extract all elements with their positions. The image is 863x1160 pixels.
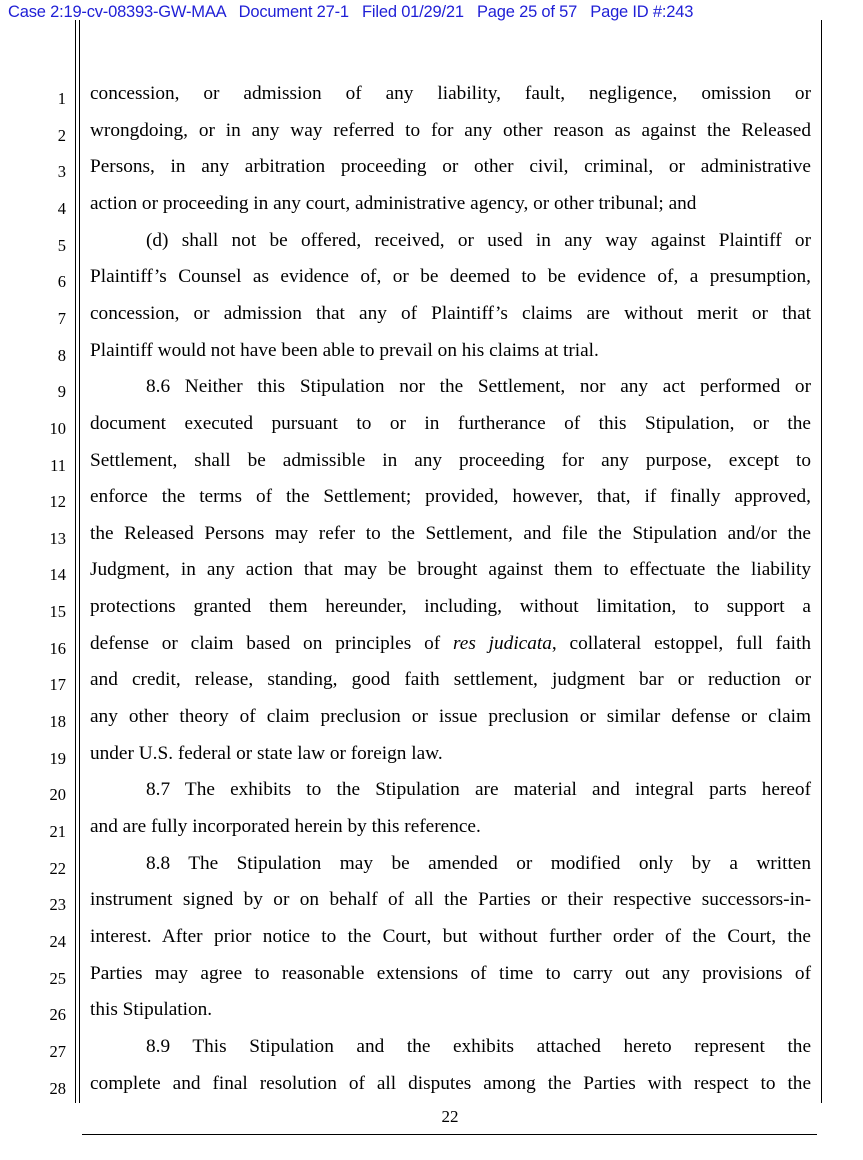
line-number: 17: [49, 675, 66, 695]
line-text: any other theory of claim preclusion or issue preclusion or similar defense or claim: [90, 706, 811, 728]
line-number: 26: [49, 1005, 66, 1025]
line-text-part: , collateral estoppel, full faith: [551, 632, 811, 654]
line-number: 21: [49, 822, 66, 841]
line-number: 3: [57, 162, 66, 182]
pleading-line: [0, 889, 863, 926]
line-text: under U.S. federal or state law or foreign law.: [90, 742, 443, 764]
line-text: enforce the terms of the Settlement; provided, however, that, if finally approved,: [90, 486, 811, 508]
line-number: 1: [57, 89, 66, 108]
line-number: 27: [49, 1041, 66, 1061]
pleading-line: [0, 559, 863, 596]
pleading-line: [0, 413, 863, 450]
pleading-line: [0, 963, 863, 1000]
line-number: 12: [49, 492, 66, 512]
line-text-part: defense or claim based on principles of: [90, 632, 453, 654]
line-text: Judgment, in any action that may be brought against them to effectuate the liability: [90, 559, 811, 581]
pleading-line: [0, 633, 863, 670]
pleading-line: [0, 523, 863, 560]
line-number: 16: [49, 638, 66, 658]
pleading-line: [0, 450, 863, 487]
pleading-line: [0, 926, 863, 963]
pleading-line: [0, 83, 863, 120]
line-text: Plaintiff would not have been able to prevail on his claims at trial.: [90, 339, 599, 361]
pleading-line: [0, 596, 863, 633]
line-text: 8.7 The exhibits to the Stipulation are material and integral parts hereof: [146, 779, 811, 801]
pleading-line: [0, 156, 863, 193]
line-number: 15: [49, 602, 66, 622]
line-text: concession, or admission of any liability, fault, negligence, omission or: [90, 83, 811, 104]
page-number: 22: [441, 1107, 459, 1126]
line-text: Parties may agree to reasonable extensions of time to carry out any provisions of: [90, 962, 811, 984]
pleading-line: [0, 999, 863, 1036]
line-text: this Stipulation.: [90, 999, 213, 1021]
line-text: protections granted them hereunder, including, without limitation, to support a: [90, 596, 811, 618]
pleading-line: [0, 853, 863, 890]
line-number: 9: [57, 382, 66, 402]
line-text: (d) shall not be offered, received, or used in any way against Plaintiff or: [146, 229, 811, 251]
line-number: 10: [49, 418, 66, 438]
line-number: 2: [57, 125, 66, 145]
line-text: wrongdoing, or in any way referred to for any other reason as against the Released: [90, 119, 811, 141]
line-text: instrument signed by or on behalf of all the Parties or their respective successors-in-: [90, 889, 811, 911]
pleading-line: [0, 779, 863, 816]
line-text: action or proceeding in any court, administrative agency, or other tribunal; and: [90, 192, 697, 214]
line-text: document executed pursuant to or in furtherance of this Stipulation, or the: [90, 412, 811, 434]
pleading-line: [0, 120, 863, 157]
pleading-line: [0, 1073, 863, 1110]
line-text: and credit, release, standing, good faith settlement, judgment bar or reduction or: [90, 669, 811, 691]
line-text: the Released Persons may refer to the Settlement, and file the Stipulation and/or the: [90, 522, 811, 544]
line-text: and are fully incorporated herein by this reference.: [90, 816, 481, 837]
pleading-line: [0, 340, 863, 377]
line-number: 5: [57, 235, 66, 255]
pleading-line: [0, 376, 863, 413]
line-number: 22: [49, 858, 66, 878]
pleading-line: [0, 230, 863, 267]
line-number: 24: [49, 931, 66, 951]
line-number: 28: [49, 1078, 66, 1098]
line-number: 14: [49, 565, 66, 585]
ecf-filing-stamp: Case 2:19-cv-08393-GW-MAA Document 27-1 Filed 01/29/21 Page 25 of 57 Page ID #:243: [8, 3, 694, 21]
line-text: Persons, in any arbitration proceeding or other civil, criminal, or administrative: [90, 156, 811, 178]
pleading-line: [0, 303, 863, 340]
line-number: 11: [50, 455, 66, 475]
line-number: 13: [49, 528, 66, 548]
pleading-line: [0, 706, 863, 743]
pleading-line: [0, 816, 863, 853]
line-text: complete and final resolution of all disputes among the Parties with respect to the: [90, 1072, 811, 1094]
pleading-line: [0, 266, 863, 303]
line-text: 8.8 The Stipulation may be amended or modified only by a written: [146, 852, 811, 874]
line-text: concession, or admission that any of Plaintiff’s claims are without merit or that: [90, 302, 811, 324]
line-text: Plaintiff’s Counsel as evidence of, or be deemed to be evidence of, a presumption,: [90, 266, 811, 288]
italic-term: res judicata: [452, 632, 552, 654]
pleading-line: [0, 193, 863, 230]
line-number: 8: [57, 345, 66, 365]
line-text: Settlement, shall be admissible in any proceeding for any purpose, except to: [90, 449, 811, 471]
footer-rule: [82, 1134, 817, 1135]
line-number: 19: [49, 748, 66, 768]
line-number: 23: [49, 895, 66, 915]
line-text: interest. After prior notice to the Court, but without further order of the Court, the: [90, 925, 811, 947]
pleading-line: [0, 669, 863, 706]
line-number: 25: [49, 968, 66, 988]
line-number: 6: [57, 272, 66, 292]
line-number: 20: [49, 785, 66, 805]
line-number: 18: [49, 712, 66, 732]
line-text: [90, 633, 811, 655]
line-number: 4: [57, 198, 66, 218]
pleading-line: [0, 1036, 863, 1073]
pleading-line: [0, 486, 863, 523]
line-text: 8.6 Neither this Stipulation nor the Settlement, nor any act performed or: [146, 376, 811, 398]
line-text: 8.9 This Stipulation and the exhibits attached hereto represent the: [146, 1035, 811, 1057]
pleading-line: [0, 743, 863, 780]
line-number: 7: [57, 308, 66, 328]
